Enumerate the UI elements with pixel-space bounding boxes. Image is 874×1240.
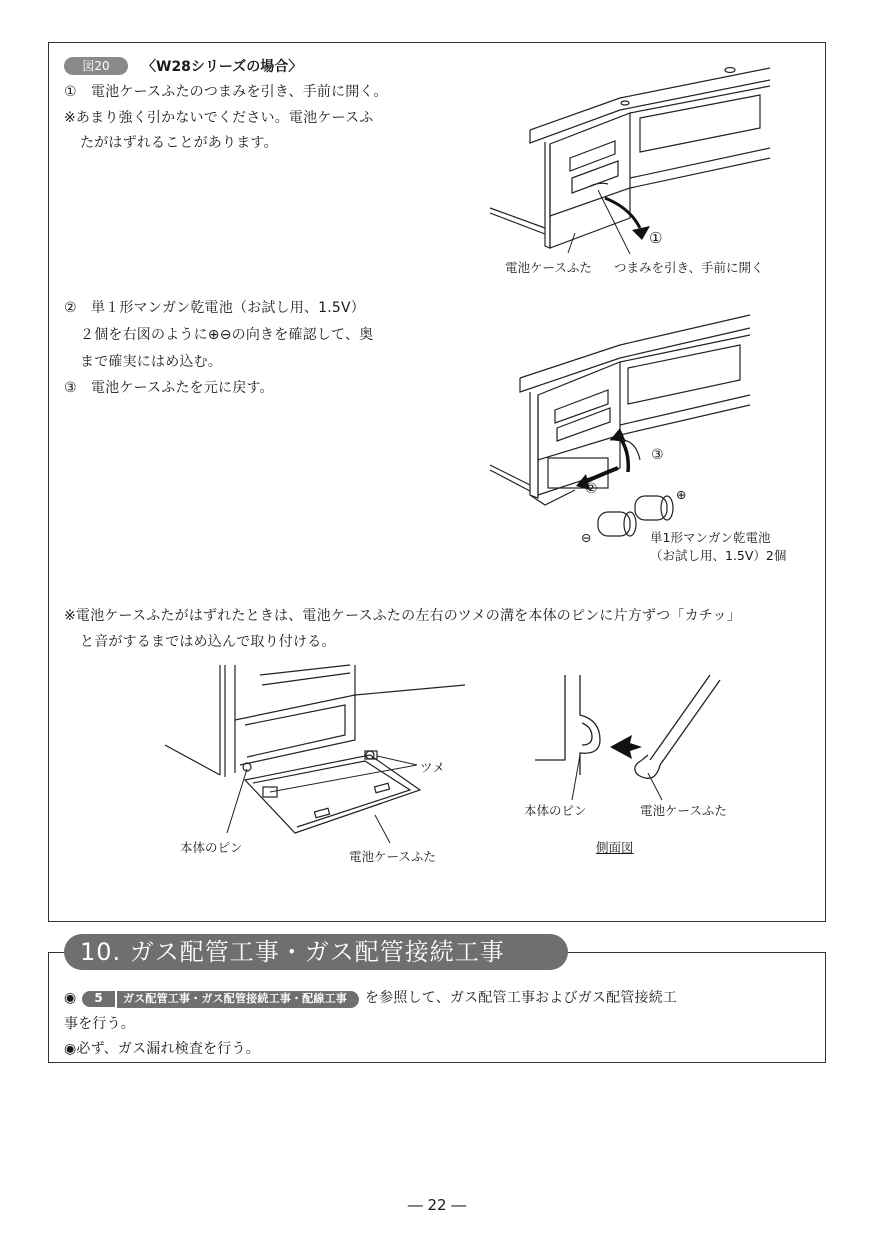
- bullet-mark: ◉: [64, 990, 77, 1006]
- fig1-label-knob: つまみを引き、手前に開く: [614, 260, 764, 275]
- section-10-title: 10. ガス配管工事・ガス配管接続工事: [64, 934, 568, 970]
- section-10-bullet-1-line-2: 事を行う。: [64, 1016, 135, 1032]
- battery-insert-illustration: [490, 300, 780, 550]
- fig2-battery-label-line-1: 単1形マンガン乾電池: [650, 530, 771, 545]
- note-2-line-1: ※電池ケースふたがはずれたときは、電池ケースふたの左右のツメの溝を本体のピンに片方ずつ「カチッ」: [64, 608, 741, 624]
- step-2-line-3: まで確実にはめ込む。: [80, 354, 222, 370]
- fig2-plus-sign: ⊕: [676, 487, 687, 502]
- reference-title-badge: ガス配管工事・ガス配管接続工事・配線工事: [117, 991, 359, 1008]
- fig2-callout-2: ②: [585, 481, 598, 497]
- fig4-label-lid: 電池ケースふた: [640, 803, 727, 818]
- step-3-text: ③ 電池ケースふたを元に戻す。: [64, 380, 274, 396]
- fig3-label-lid: 電池ケースふた: [349, 849, 436, 864]
- reference-number-badge: 5: [82, 991, 115, 1007]
- note-2-line-2: と音がするまではめ込んで取り付ける。: [80, 634, 336, 650]
- fig4-caption: 側面図: [596, 840, 634, 855]
- figure-badge: 図20: [64, 57, 128, 75]
- fig3-label-claw: ツメ: [420, 760, 445, 775]
- step-2-line-2: ２個を右図のように⊕⊖の向きを確認して、奥: [80, 327, 374, 343]
- step-2-line-1: ② 単１形マンガン乾電池（お試し用、1.5V）: [64, 300, 365, 316]
- figure-title: 〈W28シリーズの場合〉: [142, 59, 303, 75]
- fig2-callout-3: ③: [651, 447, 664, 463]
- lid-reattach-illustration: [165, 665, 465, 845]
- bullet-1-suffix: を参照して、ガス配管工事およびガス配管接続工: [364, 990, 678, 1006]
- fig1-callout-1: ①: [649, 229, 663, 247]
- note-1-line-2: たがはずれることがあります。: [80, 135, 278, 151]
- fig2-minus-sign: ⊖: [581, 530, 592, 545]
- fig1-label-lid: 電池ケースふた: [505, 260, 592, 275]
- fig4-label-pin: 本体のピン: [524, 803, 587, 818]
- side-view-illustration: [530, 675, 730, 795]
- battery-lid-open-illustration: [490, 58, 780, 258]
- section-10-bullet-2: ◉必ず、ガス漏れ検査を行う。: [64, 1041, 260, 1057]
- step-1-text: ① 電池ケースふたのつまみを引き、手前に開く。: [64, 84, 388, 100]
- fig3-label-pin: 本体のピン: [180, 840, 243, 855]
- page-number: ― 22 ―: [407, 1196, 467, 1214]
- note-1-line-1: ※あまり強く引かないでください。電池ケースふ: [64, 110, 374, 126]
- fig2-battery-label-line-2: （お試し用、1.5V）2個: [650, 548, 787, 563]
- section-10-bullet-1: [64, 990, 677, 1008]
